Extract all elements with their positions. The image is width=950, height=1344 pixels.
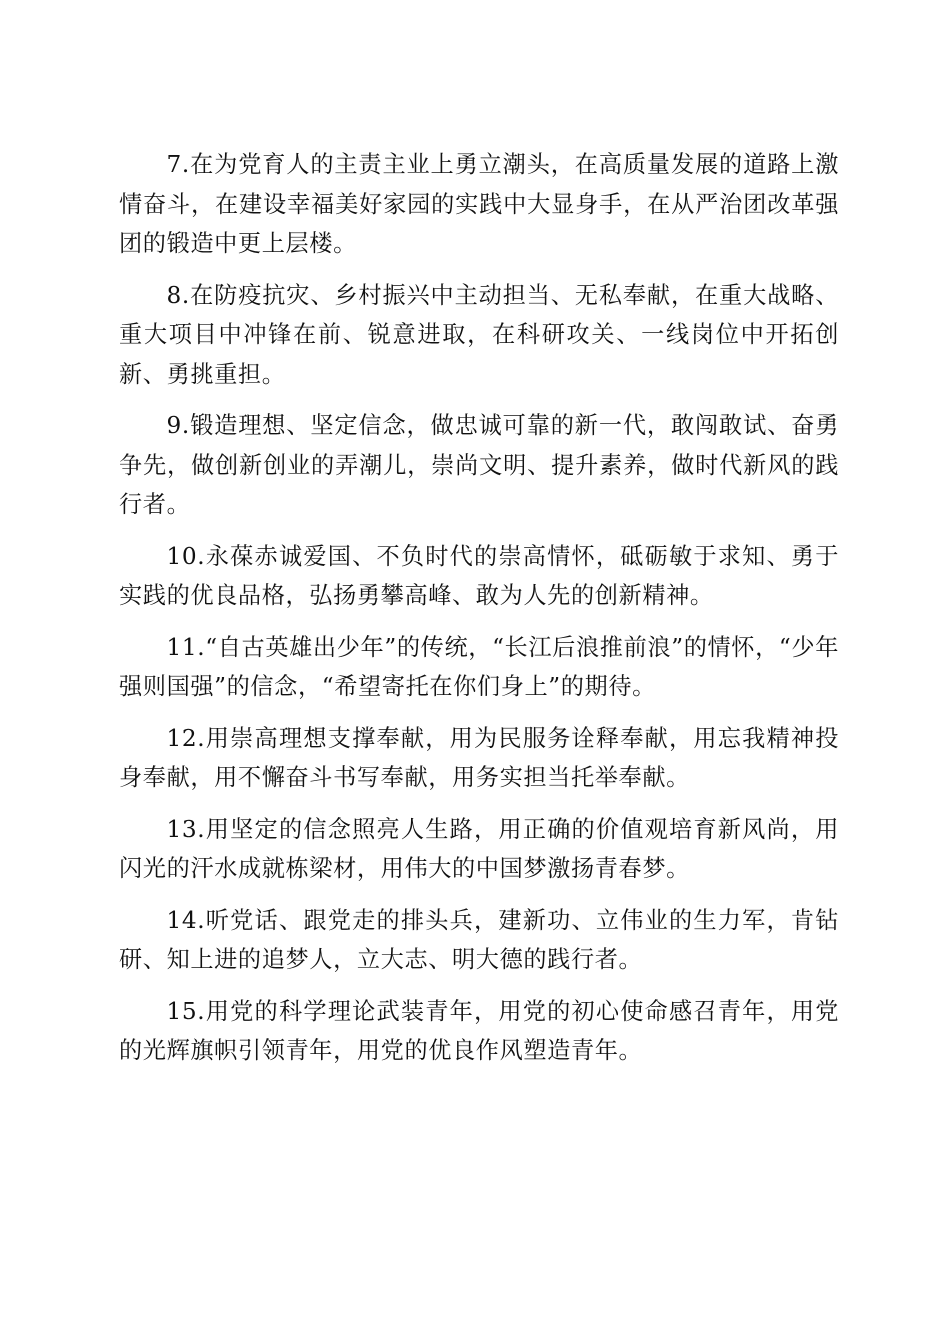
paragraph-7: 7.在为党育人的主责主业上勇立潮头，在高质量发展的道路上激情奋斗，在建设幸福美好家园的实践中大显身手，在从严治团改革强团的锻造中更上层楼。 (119, 151, 839, 257)
paragraph-14: 14.听党话、跟党走的排头兵，建新功、立伟业的生力军，肯钻研、知上进的追梦人，立大志、明大德的践行者。 (119, 906, 839, 973)
paragraph-15: 15.用党的科学理论武装青年，用党的初心使命感召青年，用党的光辉旗帜引领青年，用党的优良作风塑造青年。 (119, 997, 839, 1064)
document-body (119, 145, 839, 1071)
paragraph-spacer (119, 889, 839, 901)
paragraph-spacer (119, 525, 839, 537)
paragraph-12: 12.用崇高理想支撑奉献，用为民服务诠释奉献，用忘我精神投身奉献，用不懈奋斗书写奉献，用务实担当托举奉献。 (119, 724, 839, 791)
paragraph-13: 13.用坚定的信念照亮人生路，用正确的价值观培育新风尚，用闪光的汗水成就栋梁材，用伟大的中国梦激扬青春梦。 (119, 815, 839, 882)
paragraph-8: 8.在防疫抗灾、乡村振兴中主动担当、无私奉献，在重大战略、重大项目中冲锋在前、锐意进取，在科研攻关、一线岗位中开拓创新、勇挑重担。 (119, 281, 839, 388)
paragraph-spacer (119, 616, 839, 628)
paragraph-spacer (119, 264, 839, 276)
paragraph-spacer (119, 394, 839, 406)
paragraph-9: 9.锻造理想、坚定信念，做忠诚可靠的新一代，敢闯敢试、奋勇争先，做创新创业的弄潮儿，崇尚文明、提升素养，做时代新风的践行者。 (119, 412, 839, 518)
paragraph-11: 11.“自古英雄出少年”的传统，“长江后浪推前浪”的情怀，“少年强则国强”的信念，“希望寄托在你们身上”的期待。 (119, 633, 840, 700)
paragraph-spacer (119, 707, 839, 719)
paragraph-10: 10.永葆赤诚爱国、不负时代的崇高情怀，砥砺敏于求知、勇于实践的优良品格，弘扬勇攀高峰、敢为人先的创新精神。 (119, 542, 839, 609)
paragraph-spacer (119, 980, 839, 992)
paragraph-spacer (119, 798, 839, 810)
